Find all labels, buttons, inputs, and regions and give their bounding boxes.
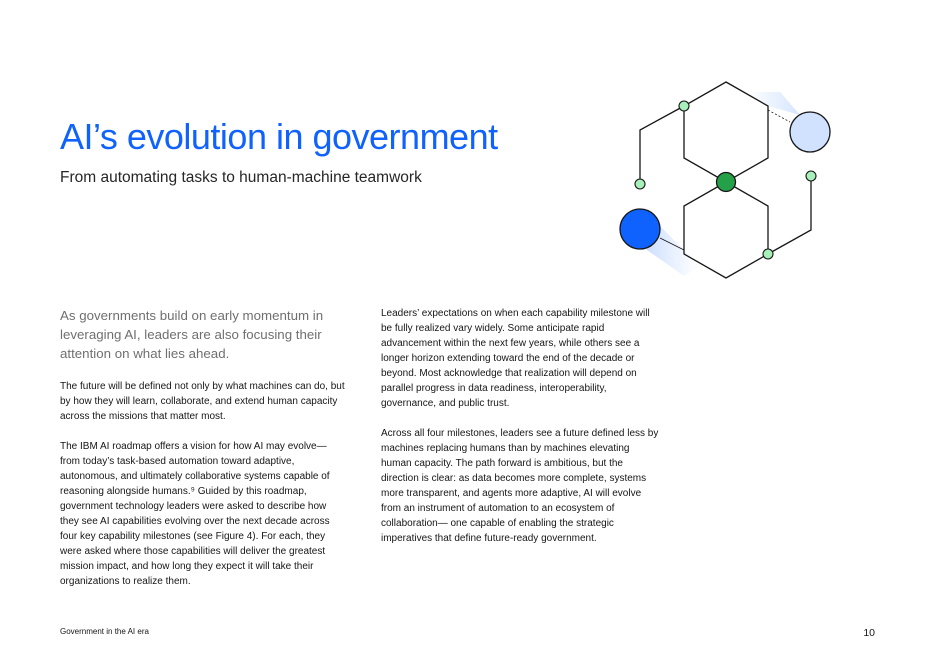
node-small-4 [763, 249, 773, 259]
node-green [717, 173, 736, 192]
connector-top-right [768, 110, 790, 122]
node-blue [620, 209, 660, 249]
glow-trail-top [748, 92, 800, 115]
page-number: 10 [863, 627, 875, 639]
body-paragraph: Across all four milestones, leaders see a future defined less by machines replacing humans than by machines elevating human capacity. The path forward is ambitious, but the direction is clear: as data becomes more complete, systems more transparent, and agents more adaptive, AI will evolve from an instrument of automation to an ecosystem of collaboration— one capable of enabling the strategic imperatives that define future-ready government. [381, 428, 659, 544]
page-subtitle: From automating tasks to human-machine teamwork [60, 169, 422, 186]
right-column [381, 306, 661, 561]
body-paragraph: Leaders’ expectations on when each capability milestone will be fully realized vary widely. Some anticipate rapid advancement within the next few years, while others see a longer horizon extending toward the end of the decade or beyond. Most acknowledge that realization will depend on parallel progress in data readiness, interoperability, governance, and public trust. [381, 308, 650, 409]
node-small-3 [806, 171, 816, 181]
page-title: AI’s evolution in government [60, 116, 498, 157]
connector-left [640, 106, 684, 184]
hexagon-network-icon [605, 70, 845, 290]
body-paragraph: The IBM AI roadmap offers a vision for how AI may evolve—from today’s task-based automation toward adaptive, autonomous, and ultimately collaborative systems capable of reasoning alongside humans.⁹ Guided by this roadmap, government technology leaders were asked to describe how they see AI capabilities evolving over the next decade across four key capability milestones (see Figure 4). For each, they were asked where those capabilities will deliver the greatest mission impact, and how long they expect it will take their organizations to realize them. [60, 441, 330, 587]
connector-right [768, 176, 811, 254]
body-paragraph: The future will be defined not only by what machines can do, but by how they will learn, collaborate, and extend human capacity across the missions that matter most. [60, 381, 345, 422]
lead-paragraph: As governments build on early momentum in leveraging AI, leaders are also focusing their attention on what lies ahead. [60, 308, 324, 361]
left-column [60, 306, 345, 604]
footer-publication: Government in the AI era [60, 627, 149, 636]
node-small-1 [679, 101, 689, 111]
node-light-blue [790, 112, 830, 152]
node-small-2 [635, 179, 645, 189]
